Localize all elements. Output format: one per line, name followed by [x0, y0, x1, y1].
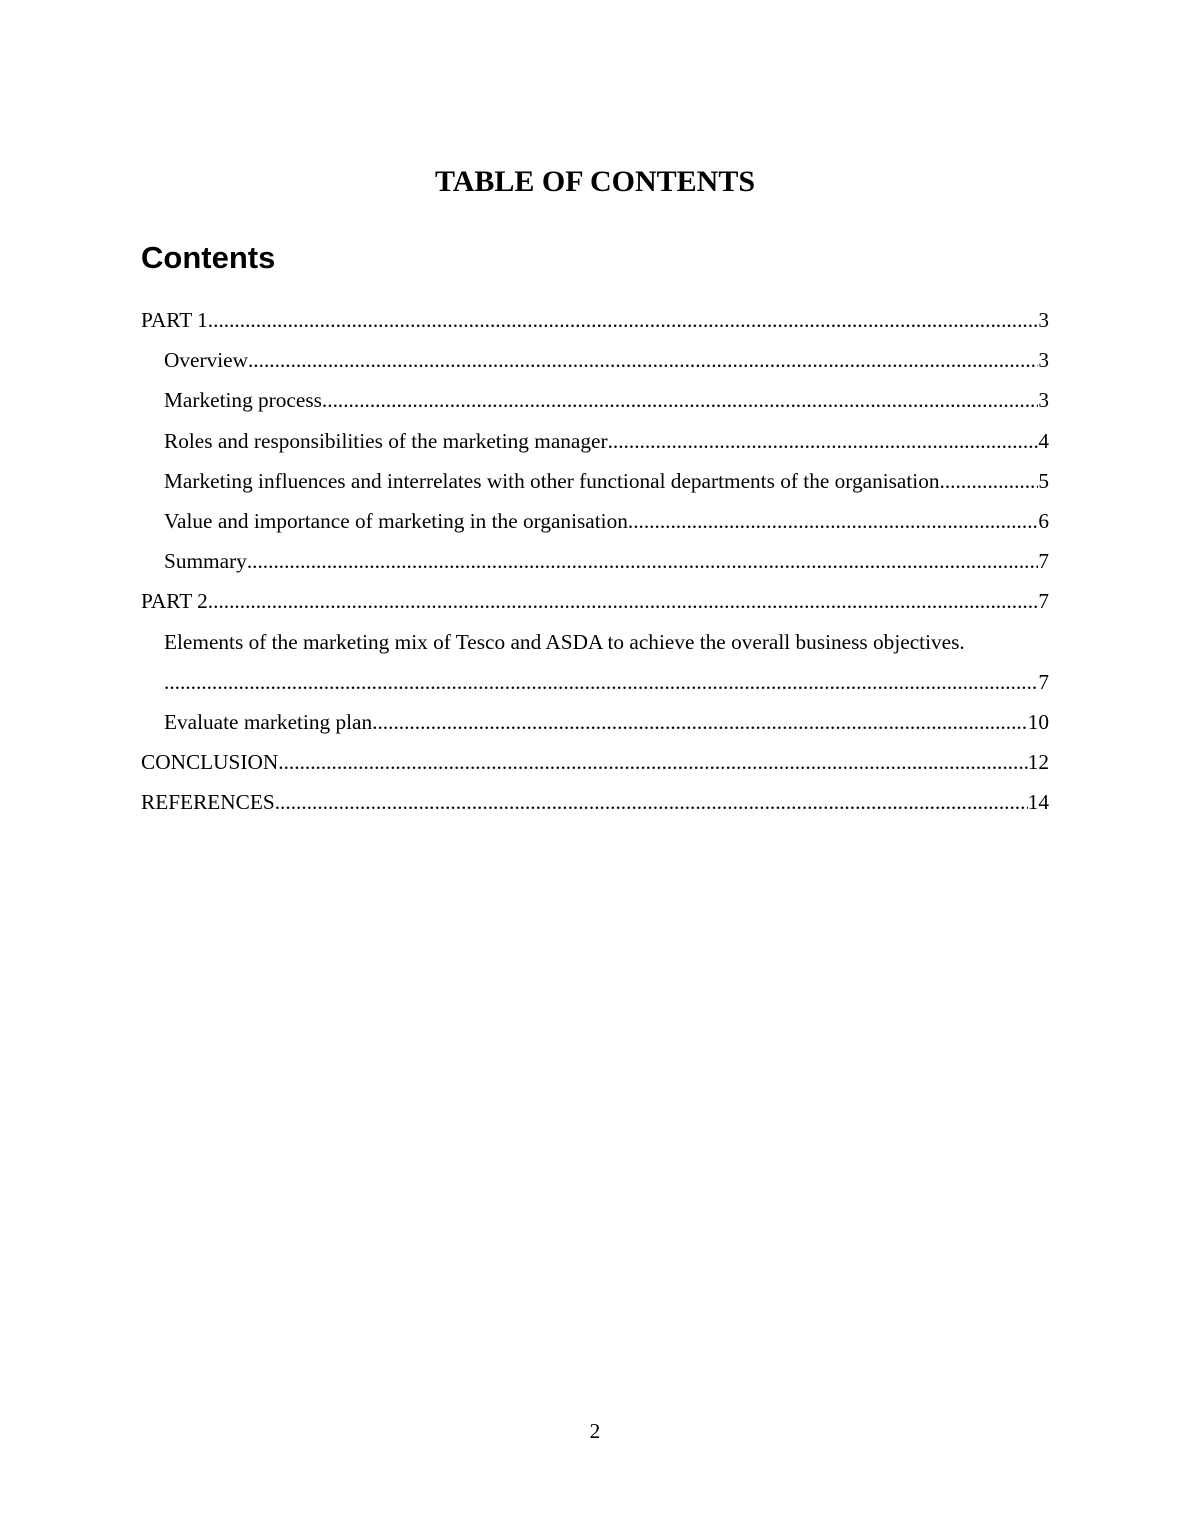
toc-entry-title: Value and importance of marketing in the organisation	[164, 509, 628, 534]
toc-page-number: 7	[1038, 669, 1049, 694]
toc-page-number: 12	[1027, 750, 1049, 775]
toc-dot-leader	[247, 541, 1039, 581]
toc-dot-leader	[208, 300, 1039, 340]
toc-entry-part-2[interactable]	[141, 581, 1049, 621]
toc-entry-marketing-mix[interactable]	[141, 622, 1049, 702]
toc-entry-title: Marketing process	[164, 388, 322, 413]
toc-dot-leader	[372, 702, 1028, 742]
toc-entry-title: Roles and responsibilities of the marketing manager	[164, 428, 608, 453]
toc-entry-title: Evaluate marketing plan	[164, 710, 373, 735]
toc-dot-leader	[248, 340, 1038, 380]
toc-entry-title: CONCLUSION	[141, 750, 279, 775]
toc-entry-title: REFERENCES	[141, 790, 275, 815]
toc-entry-conclusion[interactable]	[141, 742, 1049, 782]
toc-entry-summary[interactable]	[141, 541, 1049, 581]
toc-entry-overview[interactable]	[141, 340, 1049, 380]
toc-page-number: 6	[1038, 509, 1049, 534]
toc-dot-leader	[322, 380, 1038, 420]
toc-entry-title: Overview	[164, 348, 248, 373]
toc-dot-leader	[164, 662, 1038, 702]
toc-entry-marketing-influences[interactable]	[141, 461, 1049, 501]
toc-entry-title: PART 1	[141, 308, 208, 332]
toc-page-number: 5	[1038, 468, 1049, 493]
contents-heading: Contents	[141, 240, 276, 275]
table-of-contents	[141, 300, 1049, 823]
toc-page-number: 4	[1038, 428, 1049, 453]
toc-page-number: 7	[1038, 589, 1049, 614]
toc-entry-references[interactable]	[141, 782, 1049, 822]
toc-dot-leader	[278, 742, 1027, 782]
toc-page-number: 7	[1038, 549, 1049, 574]
toc-entry-roles-and-responsibilities[interactable]	[141, 421, 1049, 461]
toc-entry-title: Summary	[164, 549, 247, 574]
toc-dot-leader	[608, 421, 1039, 461]
toc-page-number: 10	[1027, 710, 1049, 735]
toc-entry-value-and-importance[interactable]	[141, 501, 1049, 541]
toc-dot-leader	[628, 501, 1038, 541]
toc-page-number: 3	[1038, 348, 1049, 373]
toc-entry-title: Marketing influences and interrelates with other functional departments of the organisation	[164, 468, 940, 493]
toc-entry-evaluate-marketing-plan[interactable]	[141, 702, 1049, 742]
page-number: 2	[589, 1419, 601, 1443]
toc-entry-part-1[interactable]	[141, 300, 1049, 340]
toc-entry-title: PART 2	[141, 589, 208, 614]
toc-dot-leader	[208, 581, 1039, 621]
document-title: TABLE OF CONTENTS	[434, 165, 756, 198]
toc-page-number: 3	[1038, 388, 1049, 413]
toc-dot-leader	[940, 461, 1039, 501]
toc-page-number: 3	[1038, 308, 1049, 332]
toc-entry-marketing-process[interactable]	[141, 380, 1049, 420]
toc-page-number: 14	[1027, 790, 1049, 815]
toc-dot-leader	[275, 782, 1028, 822]
toc-entry-title: Elements of the marketing mix of Tesco and ASDA to achieve the overall business objectives.	[164, 629, 965, 654]
